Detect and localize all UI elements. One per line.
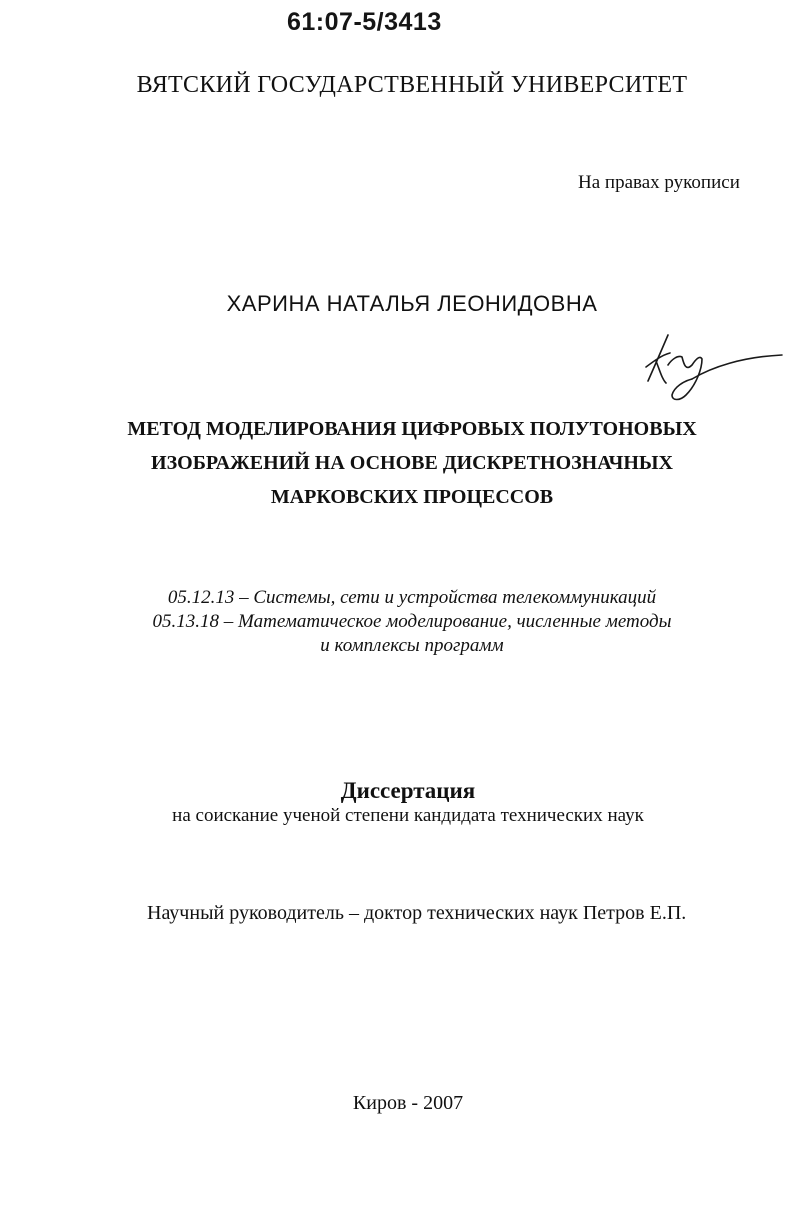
scientific-advisor: Научный руководитель – доктор технических наук Петров Е.П. xyxy=(147,902,687,924)
library-stamp-code: 61:07-5/3413 xyxy=(287,8,442,36)
dissertation-label: Диссертация xyxy=(340,778,476,803)
specialty-line: и комплексы программ xyxy=(320,635,504,656)
author-name: ХАРИНА НАТАЛЬЯ ЛЕОНИДОВНА xyxy=(226,291,598,316)
title-line: МЕТОД МОДЕЛИРОВАНИЯ ЦИФРОВЫХ ПОЛУТОНОВЫХ xyxy=(127,418,697,440)
title-line: ИЗОБРАЖЕНИЙ НА ОСНОВЕ ДИСКРЕТНОЗНАЧНЫХ xyxy=(151,452,673,474)
dissertation-title xyxy=(0,412,799,514)
university-name: ВЯТСКИЙ ГОСУДАРСТВЕННЫЙ УНИВЕРСИТЕТ xyxy=(136,72,688,98)
title-line: МАРКОВСКИХ ПРОЦЕССОВ xyxy=(270,486,554,508)
degree-description: на соискание ученой степени кандидата технических наук xyxy=(172,805,644,826)
specialty-line: 05.12.13 – Системы, сети и устройства телекоммуникаций xyxy=(167,587,657,608)
specialty-line: 05.13.18 – Математическое моделирование, численные методы xyxy=(152,611,672,632)
city-year: Киров - 2007 xyxy=(352,1092,464,1114)
handwritten-signature-icon xyxy=(632,325,792,405)
specialty-codes xyxy=(0,586,799,658)
rights-note: На правах рукописи xyxy=(578,172,740,193)
